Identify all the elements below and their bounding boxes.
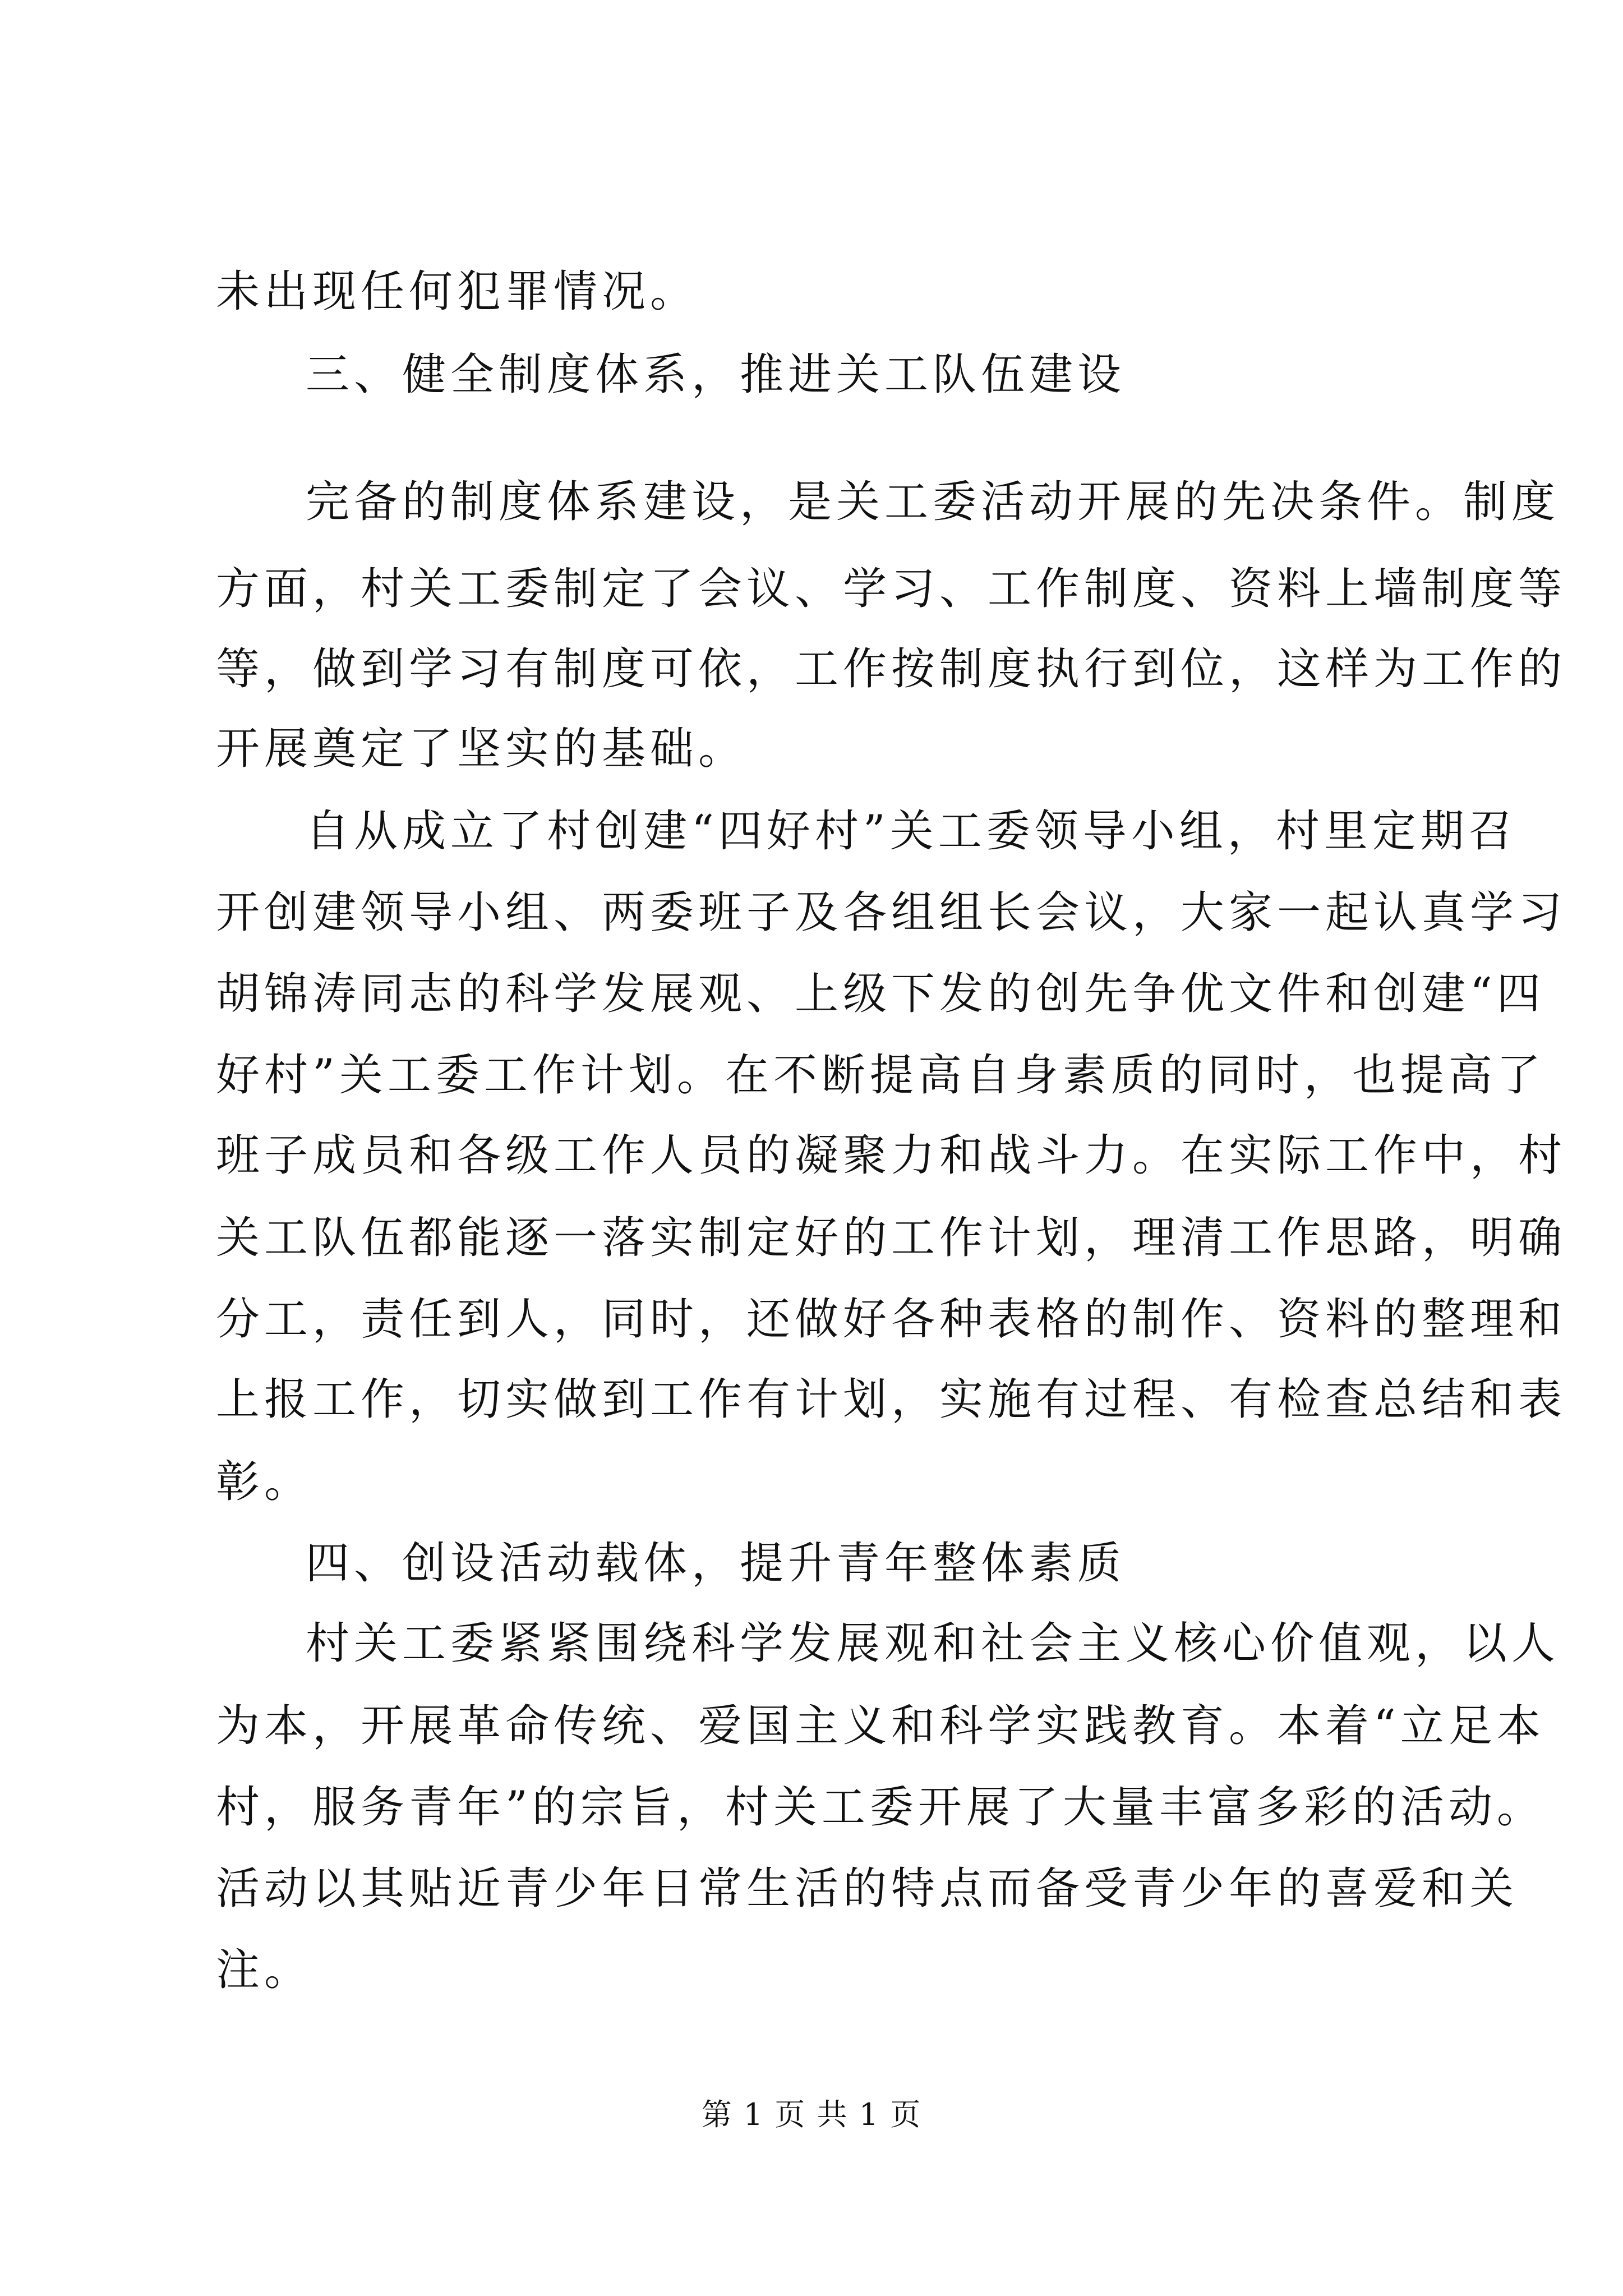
paragraph-line: 未出现任何犯罪情况。	[216, 266, 699, 317]
paragraph-line: 村，服务青年”的宗旨，村关工委开展了大量丰富多彩的活动。	[216, 1782, 1545, 1833]
paragraph-line: 分工，责任到人，同时，还做好各种表格的制作、资料的整理和	[216, 1294, 1567, 1345]
paragraph-line: 班子成员和各级工作人员的凝聚力和战斗力。在实际工作中，村	[216, 1130, 1567, 1181]
section-heading: 三、健全制度体系，推进关工队伍建设	[306, 349, 1126, 400]
paragraph-line: 自从成立了村创建“四好村”关工委领导小组，村里定期召	[306, 806, 1517, 857]
paragraph-line: 开创建领导小组、两委班子及各组组长会议，大家一起认真学习	[216, 887, 1567, 938]
section-heading: 四、创设活动载体，提升青年整体素质	[306, 1538, 1126, 1589]
paragraph-line: 为本，开展革命传统、爱国主义和科学实践教育。本着“立足本	[216, 1701, 1545, 1751]
paragraph-line: 关工队伍都能逐一落实制定好的工作计划，理清工作思路，明确	[216, 1213, 1567, 1263]
paragraph-line: 彰。	[216, 1457, 313, 1507]
paragraph-line: 方面，村关工委制定了会议、学习、工作制度、资料上墙制度等	[216, 564, 1567, 614]
paragraph-line: 胡锦涛同志的科学发展观、上级下发的创先争优文件和创建“四	[216, 969, 1545, 1019]
paragraph-line: 开展奠定了坚实的基础。	[216, 724, 747, 774]
paragraph-line: 完备的制度体系建设，是关工委活动开展的先决条件。制度	[306, 477, 1560, 527]
paragraph-line: 等，做到学习有制度可依，工作按制度执行到位，这样为工作的	[216, 644, 1567, 694]
paragraph-line: 好村”关工委工作计划。在不断提高自身素质的同时，也提高了	[216, 1050, 1545, 1101]
page-footer: 第 1 页 共 1 页	[701, 2097, 922, 2132]
paragraph-line: 注。	[216, 1945, 313, 1995]
paragraph-line: 村关工委紧紧围绕科学发展观和社会主义核心价值观，以人	[306, 1618, 1560, 1669]
paragraph-line: 活动以其贴近青少年日常生活的特点而备受青少年的喜爱和关	[216, 1864, 1519, 1914]
paragraph-line: 上报工作，切实做到工作有计划，实施有过程、有检查总结和表	[216, 1374, 1567, 1425]
